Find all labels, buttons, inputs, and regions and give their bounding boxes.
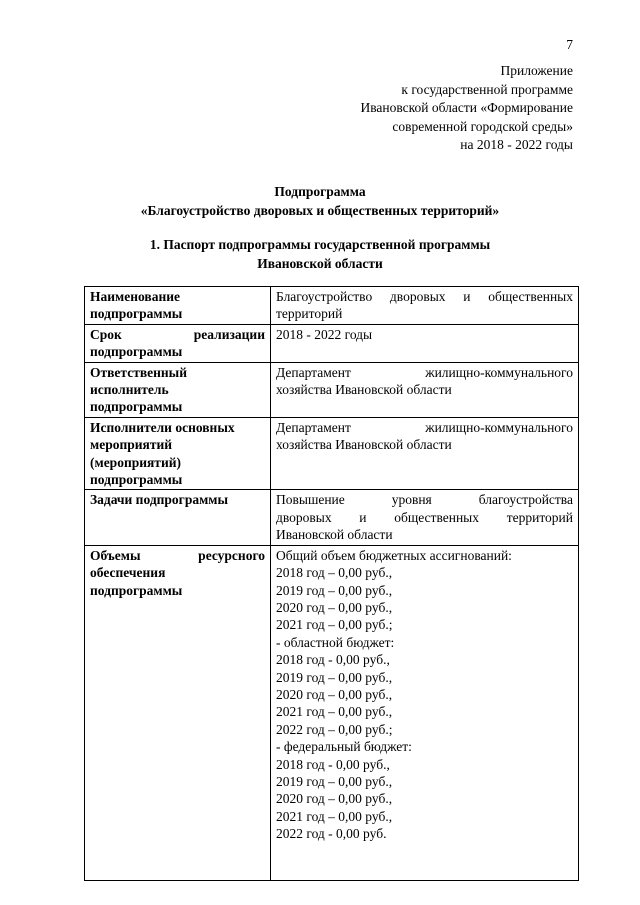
label-line: (мероприятий): [90, 454, 181, 470]
passport-row-value: [271, 417, 579, 490]
appendix-header: [360, 62, 573, 155]
section-title: [0, 236, 640, 273]
label-line: Ответственный: [90, 364, 187, 380]
value-line: дворовых и общественных территорий: [276, 509, 573, 525]
passport-row: [85, 545, 579, 880]
subprogram-name: «Благоустройство дворовых и общественных территорий»: [140, 202, 500, 218]
appendix-line: на 2018 - 2022 годы: [460, 137, 573, 152]
value-line: - федеральный бюджет:: [276, 739, 412, 755]
value-line: Ивановской области: [276, 527, 393, 543]
passport-row: [85, 287, 579, 325]
passport-row-label: [85, 362, 271, 417]
label-line: Задачи подпрограммы: [90, 492, 229, 508]
value-line: 2018 год - 0,00 руб.,: [276, 756, 390, 772]
value-line: 2021 год – 0,00 руб.,: [276, 808, 393, 824]
label-line: Объемы ресурсного: [90, 547, 265, 563]
value-line: 2021 год – 0,00 руб.;: [276, 617, 393, 633]
value-line: 2020 год – 0,00 руб.,: [276, 599, 393, 615]
value-line: 2021 год – 0,00 руб.,: [276, 704, 393, 720]
passport-row-label: [85, 545, 271, 880]
passport-row: [85, 417, 579, 490]
value-line: Благоустройство дворовых и общественных: [276, 289, 573, 304]
value-line: 2020 год – 0,00 руб.,: [276, 686, 393, 702]
passport-row: [85, 362, 579, 417]
passport-row: [85, 324, 579, 362]
section-title-line: 1. Паспорт подпрограммы государственной программы: [149, 237, 491, 252]
passport-row-label: [85, 324, 271, 362]
value-line: 2019 год – 0,00 руб.,: [276, 582, 393, 598]
subprogram-heading: Подпрограмма: [274, 184, 366, 199]
passport-row: [85, 490, 579, 545]
page-number: 7: [566, 37, 573, 52]
value-line: 2022 год - 0,00 руб.: [276, 826, 387, 842]
passport-row-value: [271, 362, 579, 417]
value-line: Общий объем бюджетных ассигнований:: [276, 547, 512, 563]
section-title-line: Ивановской области: [257, 255, 383, 271]
label-line: Наименование: [90, 289, 180, 304]
value-line: 2018 - 2022 годы: [276, 326, 373, 342]
value-line: - областной бюджет:: [276, 634, 395, 650]
value-line: 2019 год – 0,00 руб.,: [276, 773, 393, 789]
value-line: Департамент жилищно-коммунального: [276, 364, 573, 380]
value-line: 2019 год – 0,00 руб.,: [276, 669, 393, 685]
label-line: подпрограммы: [90, 306, 183, 322]
subprogram-title: [0, 183, 640, 220]
label-line: обеспечения: [90, 565, 166, 581]
passport-row-label: [85, 287, 271, 325]
appendix-line: Приложение: [500, 63, 573, 78]
value-line: хозяйства Ивановской области: [276, 382, 452, 398]
label-line: подпрограммы: [90, 399, 183, 415]
label-line: мероприятий: [90, 437, 173, 453]
value-line: 2022 год – 0,00 руб.;: [276, 721, 393, 737]
value-line: хозяйства Ивановской области: [276, 437, 452, 453]
value-line: территорий: [276, 306, 343, 322]
appendix-line: к государственной программе: [401, 81, 573, 97]
passport-row-label: [85, 490, 271, 545]
label-line: исполнитель: [90, 382, 169, 398]
value-line: 2020 год – 0,00 руб.,: [276, 791, 393, 807]
label-line: Исполнители основных: [90, 419, 235, 435]
value-line: 2018 год – 0,00 руб.,: [276, 565, 393, 581]
value-line: 2018 год - 0,00 руб.,: [276, 652, 390, 668]
passport-row-value: [271, 287, 579, 325]
label-line: подпрограммы: [90, 472, 183, 488]
passport-row-value: [271, 324, 579, 362]
label-line: Срок реализации: [90, 326, 265, 342]
passport-row-value: [271, 490, 579, 545]
label-line: подпрограммы: [90, 582, 183, 598]
value-line: Департамент жилищно-коммунального: [276, 419, 573, 435]
passport-row-value: [271, 545, 579, 880]
appendix-line: современной городской среды»: [392, 118, 573, 134]
passport-table-body: [85, 287, 579, 881]
passport-row-label: [85, 417, 271, 490]
appendix-line: Ивановской области «Формирование: [360, 100, 573, 115]
passport-table: [84, 286, 579, 881]
value-line: Повышение уровня благоустройства: [276, 492, 573, 508]
label-line: подпрограммы: [90, 344, 183, 360]
